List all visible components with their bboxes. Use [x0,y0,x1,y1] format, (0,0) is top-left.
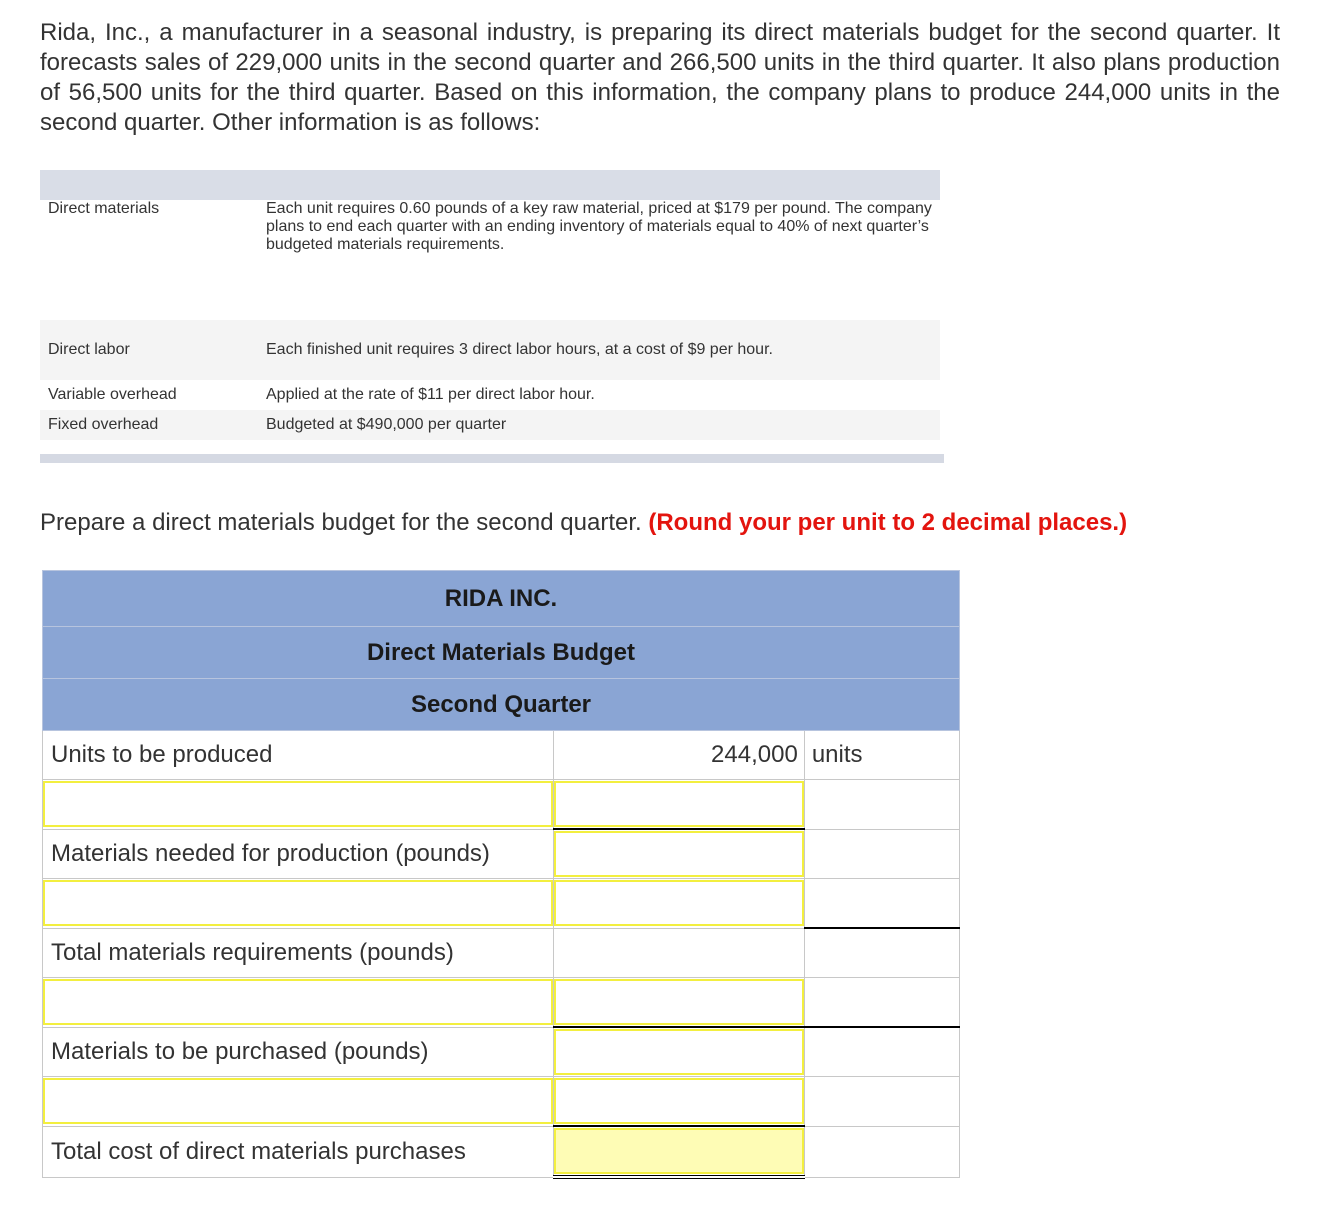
table-row [43,928,960,978]
company-name: RIDA INC. [43,571,960,627]
row1-value-input[interactable] [554,781,804,827]
row3-value-input[interactable] [554,880,804,926]
info-desc: Budgeted at $490,000 per quarter [266,416,507,433]
table-row [43,780,960,830]
units-label: units [811,741,863,768]
info-desc: Each finished unit requires 3 direct labor hours, at a cost of $9 per hour. [266,341,773,358]
row3-label-input[interactable] [43,880,553,926]
budget-title: Direct Materials Budget [43,627,960,679]
table-row [43,1077,960,1127]
table-row [43,1126,960,1177]
info-label: Fixed overhead [48,416,159,433]
info-desc: Each unit requires 0.60 pounds of a key raw material, priced at $179 per pound. The company plans to end each quarter with an ending inventory of materials equal to 40% of next quarter’s budgeted materials requirements. [266,200,932,253]
units-to-be-produced-value: 244,000 [711,741,798,768]
materials-to-purchase-input[interactable] [554,1029,804,1075]
table-row [43,978,960,1028]
total-cost-label: Total cost of direct materials purchases [51,1137,466,1165]
row1-label-input[interactable] [43,781,553,827]
row7-value-input[interactable] [554,1078,804,1124]
table-row [43,879,960,929]
rounding-note: (Round your per unit to 2 decimal places.) [648,509,1128,536]
table-row [43,1027,960,1077]
table-row [43,731,960,780]
question-prompt [40,508,1127,538]
info-row-direct-labor [40,320,940,380]
info-row-direct-materials [40,200,940,320]
info-desc: Applied at the rate of $11 per direct labor hour. [266,386,595,403]
row5-label-input[interactable] [43,979,553,1025]
info-label: Direct materials [48,200,160,217]
row7-label-input[interactable] [43,1078,553,1124]
info-table [40,200,940,440]
info-table-footer [40,454,944,463]
materials-needed-input[interactable] [554,831,804,877]
direct-materials-budget-table [42,570,960,1179]
table-row [43,829,960,879]
units-to-be-produced-label: Units to be produced [51,741,273,768]
total-requirements-label: Total materials requirements (pounds) [51,938,454,966]
budget-period: Second Quarter [43,679,960,731]
total-cost-input[interactable] [554,1128,804,1174]
problem-intro: Rida, Inc., a manufacturer in a seasonal industry, is preparing its direct materials budget for the second quarter. It forecasts sales of 229,000 units in the second quarter and 266,500 units in the third quarter. It also plans production of 56,500 units for the third quarter. Based on this information, the company plans to produce 244,000 units in the second quarter. Other information is as follows: [40,19,1280,136]
info-label: Variable overhead [48,386,177,403]
info-table-header [40,170,940,200]
prompt-text: Prepare a direct materials budget for the second quarter. [40,509,642,536]
info-label: Direct labor [48,341,130,358]
info-row-fixed-overhead [40,410,940,440]
materials-needed-label: Materials needed for production (pounds) [51,839,490,867]
materials-to-purchase-label: Materials to be purchased (pounds) [51,1037,429,1065]
row5-value-input[interactable] [554,979,804,1025]
info-row-variable-overhead [40,380,940,410]
